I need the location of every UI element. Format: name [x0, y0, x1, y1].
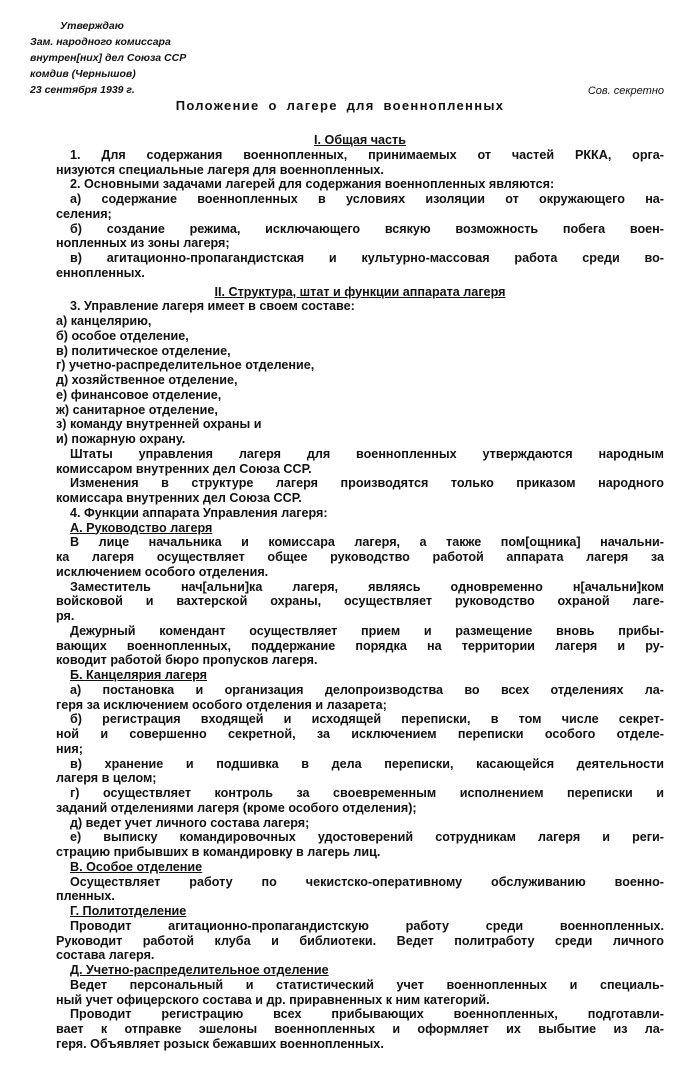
- paragraph-line: ка лагеря осуществляет общее руководство работой аппарата лагеря за: [56, 550, 664, 564]
- approval-line: Утверждаю: [60, 20, 124, 32]
- paragraph-line: В лице начальника и комиссара лагеря, а также пом[ощника] начальни-: [70, 535, 664, 550]
- list-item: б) особое отделение,: [56, 328, 189, 343]
- paragraph-line: 1. Для содержания военнопленных, принимаемых от частей РККА, орга-: [70, 147, 664, 162]
- document-title: Положение о лагере для военнопленных: [175, 98, 505, 113]
- paragraph-line: войсковой и вахтерской охраны, осуществляет руководство охраной лаге-: [56, 594, 664, 609]
- document-body: [56, 129, 664, 1052]
- paragraph-line: ководит работой бюро пропусков лагеря.: [56, 653, 318, 668]
- paragraph-line: Руководит работой клуба и библиотеки. Ведет политработу среди личного: [56, 933, 664, 948]
- subsection-heading: Б. Канцелярия лагеря: [70, 668, 208, 682]
- subsection-heading: Г. Политотделение: [70, 904, 187, 918]
- paragraph-line: страцию прибывших в командировку в лагерь лиц.: [56, 845, 381, 859]
- paragraph-line: 2. Основными задачами лагерей для содержания военнопленных являются:: [70, 177, 555, 192]
- list-item: в) политическое отделение,: [56, 343, 231, 358]
- paragraph-line: 4. Функции аппарата Управления лагеря:: [70, 505, 328, 520]
- approval-line: Зам. народного комиссара: [30, 36, 171, 48]
- paragraph-line: г) осуществляет контроль за своевременным исполнением переписки и: [70, 786, 664, 800]
- paragraph-line: нопленных из зоны лагеря;: [56, 236, 230, 251]
- paragraph-line: ря.: [56, 609, 75, 623]
- paragraph-line: Заместитель нач[альни]ка лагеря, являясь одновременно н[ачальни]ком: [70, 579, 664, 594]
- approval-line: внутрен[них] дел Союза ССР: [30, 52, 187, 64]
- subsection-line: [56, 963, 664, 978]
- subsection-line: [56, 668, 664, 683]
- paragraph-line: исключением особого отделения.: [56, 564, 269, 579]
- paragraph-line: вающих военнопленных, поддержание порядка на территории лагеря и ру-: [56, 638, 664, 653]
- section-heading: I. Общая часть: [314, 133, 406, 147]
- paragraph-line: Штаты управления лагеря для военнопленных утверждаются народным: [70, 446, 664, 461]
- approval-stamp: [30, 18, 186, 98]
- subsection-line: [56, 904, 664, 919]
- subsection-heading: Д. Учетно-распределительное отделение: [70, 963, 329, 977]
- paragraph-line: селения;: [56, 206, 112, 221]
- paragraph-line: лагеря в целом;: [56, 771, 157, 786]
- subsection-heading: А. Руководство лагеря: [70, 520, 213, 535]
- list-item: г) учетно-распределительное отделение,: [56, 358, 315, 373]
- subsection-line: [56, 521, 664, 536]
- classification-mark: Сов. секретно: [587, 85, 664, 97]
- paragraph-line: в) хранение и подшивка в дела переписки, касающейся деятельности: [70, 756, 664, 771]
- list-item: з) команду внутренней охраны и: [56, 417, 262, 432]
- paragraph-line: комиссара внутренних дел Союза ССР.: [56, 491, 302, 505]
- paragraph-line: Проводит регистрацию всех прибывающих военнопленных, подготавли-: [70, 1007, 664, 1022]
- paragraph-line: пленных.: [56, 889, 115, 904]
- paragraph-line: а) постановка и организация делопроизводства во всех отделениях ла-: [70, 682, 664, 697]
- paragraph-line: е) выписку командировочных удостоверений сотрудникам лагеря и реги-: [70, 830, 664, 845]
- paragraph-line: ный учет офицерского состава и др. приравненных к ним категорий.: [56, 992, 490, 1007]
- paragraph-line: низуются специальные лагеря для военнопленных.: [56, 162, 384, 177]
- paragraph-line: Дежурный комендант осуществляет прием и размещение вновь прибы-: [70, 623, 664, 638]
- section-heading: II. Структура, штат и функции аппарата лагеря: [214, 284, 506, 299]
- list-item: д) хозяйственное отделение,: [56, 373, 238, 387]
- approval-line: комдив (Чернышов): [30, 68, 136, 80]
- section-line: [56, 281, 664, 300]
- list-item: а) канцелярию,: [56, 314, 152, 328]
- paragraph-line: геря. Объявляет розыск бежавших военнопленных.: [56, 1036, 384, 1051]
- paragraph-line: 3. Управление лагеря имеет в своем составе:: [70, 299, 355, 314]
- paragraph-line: состава лагеря.: [56, 948, 155, 963]
- list-item: и) пожарную охрану.: [56, 432, 186, 446]
- subsection-line: [56, 860, 664, 875]
- paragraph-line: б) создание режима, исключающего всякую возможность побега воен-: [70, 221, 664, 236]
- paragraph-line: Изменения в структуре лагеря производятся только приказом народного: [70, 476, 664, 491]
- approval-date: 23 сентября 1939 г.: [30, 84, 135, 96]
- paragraph-line: ния;: [56, 741, 83, 756]
- paragraph-line: Ведет персональный и статистический учет военнопленных и специаль-: [70, 977, 664, 992]
- paragraph-line: заданий отделениями лагеря (кроме особого отделения);: [56, 800, 417, 815]
- section-line: [56, 129, 664, 148]
- subsection-heading: В. Особое отделение: [70, 859, 203, 874]
- list-item: ж) санитарное отделение,: [56, 402, 218, 417]
- paragraph-line: еннопленных.: [56, 265, 145, 280]
- paragraph-line: комиссаром внутренних дел Союза ССР.: [56, 461, 312, 476]
- paragraph-line: Осуществляет работу по чекистско-оперативному обслуживанию военно-: [70, 874, 664, 889]
- paragraph-line: а) содержание военнопленных в условиях изоляции от окружающего на-: [70, 192, 664, 206]
- paragraph-line: б) регистрация входящей и исходящей переписки, в том числе секрет-: [70, 712, 664, 727]
- paragraph-line: ной и совершенно секретной, за исключением переписки особого отделе-: [56, 727, 664, 741]
- paragraph-line: в) агитационно-пропагандистская и культурно-массовая работа среди во-: [70, 251, 664, 265]
- paragraph-line: вает к отправке эшелоны военнопленных и оформляет их выбытие из ла-: [56, 1022, 664, 1036]
- list-item: е) финансовое отделение,: [56, 387, 222, 402]
- paragraph-line: геря за исключением особого отделения и лазарета;: [56, 697, 387, 712]
- paragraph-line: Проводит агитационно-пропагандистскую работу среди военнопленных.: [70, 918, 664, 933]
- paragraph-line: д) ведет учет личного состава лагеря;: [70, 815, 310, 830]
